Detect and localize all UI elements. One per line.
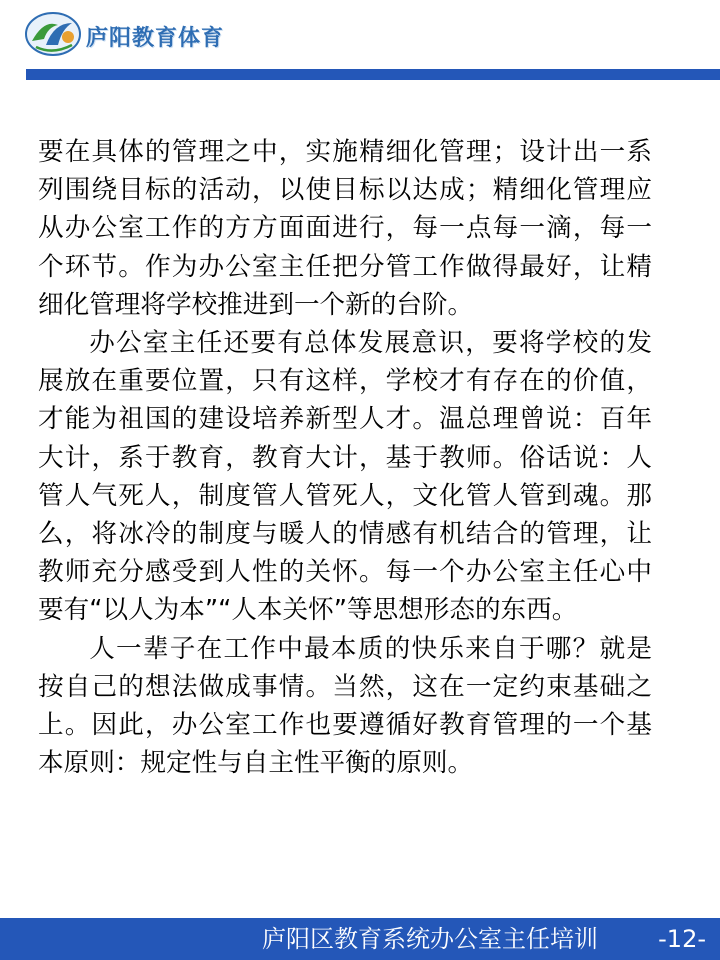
paragraph: 人一辈子在工作中最本质的快乐来自于哪？就是按自己的想法做成事情。当然，这在一定约束基础之上。因此，办公室工作也要遵循好教育管理的一个基本原则：规定性与自主性平衡的原则。 [38,633,652,779]
paragraph: 要在具体的管理之中，实施精细化管理；设计出一系列围绕目标的活动，以使目标以达成；精细化管理应从办公室工作的方方面面进行，每一点每一滴，每一个环节。作为办公室主任把分管工作做得最好，让精细化管理将学校推进到一个新的台阶。 [38,137,652,320]
footer-bar [0,918,720,960]
footer-title: 庐阳区教育系统办公室主任培训 [262,925,598,953]
logo-text: 庐阳教育体育 [86,26,225,51]
logo-icon [24,11,82,57]
paragraph: 办公室主任还要有总体发展意识，要将学校的发展放在重要位置，只有这样，学校才有存在的价值，才能为祖国的建设培养新型人才。温总理曾说：百年大计，系于教育，教育大计，基于教师。俗话说：人管人气死人，制度管人管死人，文化管人管到魂。那么，将冰冷的制度与暖人的情感有机结合的管理，让教师充分感受到人性的关怀。每一个办公室主任心中要有“以人为本”“人本关怀”等思想形态的东西。 [38,328,652,626]
header [0,0,720,70]
body-text [38,133,652,782]
header-divider-bar [26,69,720,80]
page-number: -12- [658,925,706,953]
